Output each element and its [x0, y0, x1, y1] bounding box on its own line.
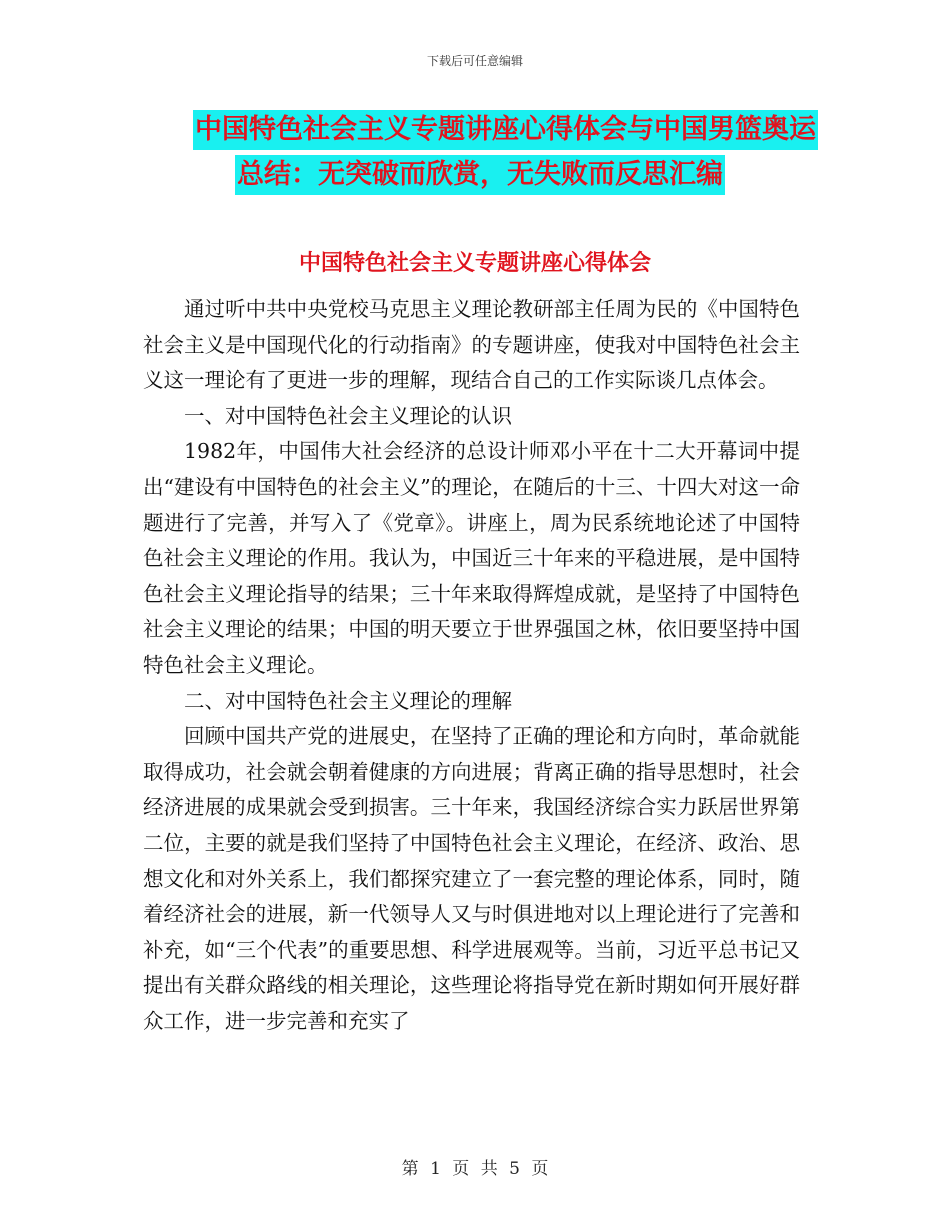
paragraph-history: 回顾中国共产党的进展史，在坚持了正确的理论和方向时，革命就能取得成功，社会就会朝着健康的方向进展；背离正确的指导思想时，社会经济进展的成果就会受到损害。三十年来，我国经济综合实力跃居世界第二位，主要的就是我们坚持了中国特色社会主义理论，在经济、政治、思想文化和对外关系上，我们都探究建立了一套完整的理论体系，同时，随着经济社会的进展，新一代领导人又与时俱进地对以上理论进行了完善和补充，如“三个代表”的重要思想、科学进展观等。当前，习近平总书记又提出有关群众路线的相关理论，这些理论将指导党在新时期如何开展好群众工作，进一步完善和充实了	[143, 724, 800, 1033]
document-title-line-2: 总结：无突破而欣赏，无失败而反思汇编	[235, 155, 725, 195]
heading-understanding: 一、对中国特色社会主义理论的认识	[184, 403, 512, 428]
header-note: 下载后可任意编辑	[426, 54, 523, 68]
page-footer: 第 1 页 共 5 页	[401, 1159, 549, 1179]
paragraph-intro: 通过听中共中央党校马克思主义理论教研部主任周为民的《中国特色社会主义是中国现代化的行动指南》的专题讲座，使我对中国特色社会主义这一理论有了更进一步的理解，现结合自己的工作实际谈几点体会。	[143, 297, 800, 393]
document-title-line-1: 中国特色社会主义专题讲座心得体会与中国男篮奥运	[193, 110, 818, 150]
section-title: 中国特色社会主义专题讲座心得体会	[298, 250, 651, 276]
heading-comprehension: 二、对中国特色社会主义理论的理解	[184, 688, 512, 713]
body-text	[143, 292, 800, 1039]
paragraph-1982: 1982年，中国伟大社会经济的总设计师邓小平在十二大开幕词中提出“建设有中国特色的社会主义”的理论，在随后的十三、十四大对这一命题进行了完善，并写入了《党章》。讲座上，周为民系统地论述了中国特色社会主义理论的作用。我认为，中国近三十年来的平稳进展，是中国特色社会主义理论指导的结果；三十年来取得辉煌成就，是坚持了中国特色社会主义理论的结果；中国的明天要立于世界强国之林，依旧要坚持中国特色社会主义理论。	[143, 439, 800, 677]
